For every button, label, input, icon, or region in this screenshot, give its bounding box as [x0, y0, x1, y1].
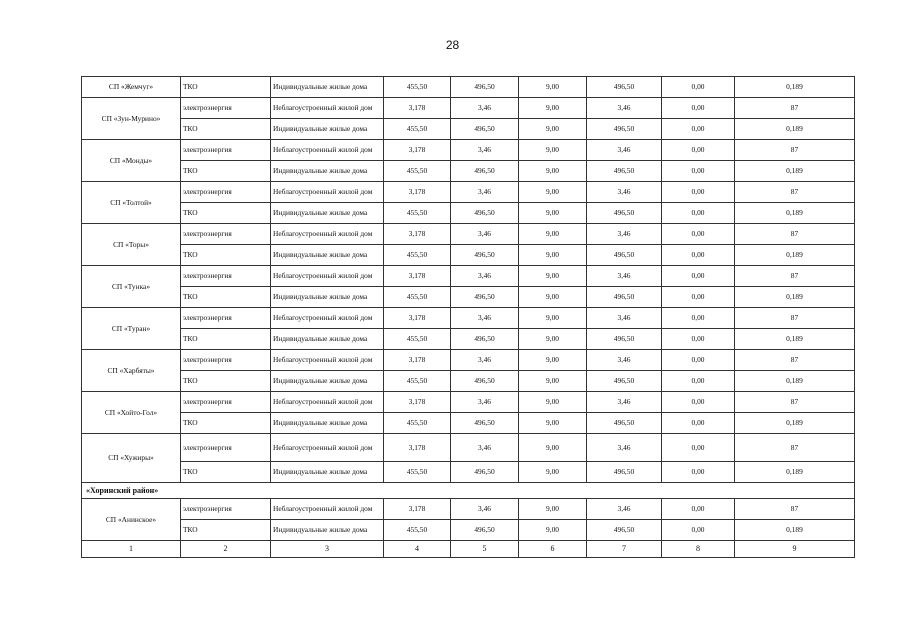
resource-type: электроэнергия: [181, 98, 271, 119]
settlement-name: СП «Харбяты»: [82, 350, 181, 392]
value-cell: 3,46: [587, 224, 662, 245]
value-cell: 0,189: [735, 413, 855, 434]
column-number: 4: [384, 541, 451, 558]
value-cell: 87: [735, 350, 855, 371]
value-cell: 0,189: [735, 245, 855, 266]
table-row: [82, 329, 855, 350]
value-cell: 0,00: [662, 245, 735, 266]
table-row: [82, 119, 855, 140]
table-row: [82, 520, 855, 541]
consumer-category: Индивидуальные жилые дома: [271, 413, 384, 434]
value-cell: 496,50: [451, 287, 519, 308]
value-cell: 3,46: [451, 350, 519, 371]
value-cell: 9,00: [519, 203, 587, 224]
resource-type: ТКО: [181, 329, 271, 350]
value-cell: 496,50: [451, 413, 519, 434]
value-cell: 9,00: [519, 350, 587, 371]
value-cell: 3,46: [451, 308, 519, 329]
value-cell: 3,178: [384, 98, 451, 119]
resource-type: ТКО: [181, 245, 271, 266]
value-cell: 9,00: [519, 77, 587, 98]
settlement-name: СП «Зун-Мурино»: [82, 98, 181, 140]
value-cell: 455,50: [384, 161, 451, 182]
consumer-category: Неблагоустроенный жилой дом: [271, 350, 384, 371]
resource-type: электроэнергия: [181, 392, 271, 413]
consumer-category: Неблагоустроенный жилой дом: [271, 392, 384, 413]
value-cell: 9,00: [519, 140, 587, 161]
consumer-category: Неблагоустроенный жилой дом: [271, 308, 384, 329]
value-cell: 0,00: [662, 224, 735, 245]
value-cell: 455,50: [384, 119, 451, 140]
value-cell: 455,50: [384, 462, 451, 483]
value-cell: 0,189: [735, 462, 855, 483]
table-row: [82, 392, 855, 413]
column-number: 5: [451, 541, 519, 558]
settlement-name: СП «Тунка»: [82, 266, 181, 308]
value-cell: 9,00: [519, 520, 587, 541]
settlement-name: СП «Хойто-Гол»: [82, 392, 181, 434]
value-cell: 0,189: [735, 119, 855, 140]
value-cell: 455,50: [384, 329, 451, 350]
settlement-name: СП «Хужиры»: [82, 434, 181, 483]
settlement-name: СП «Монды»: [82, 140, 181, 182]
resource-type: ТКО: [181, 520, 271, 541]
value-cell: 87: [735, 308, 855, 329]
table-row: [82, 203, 855, 224]
value-cell: 0,189: [735, 287, 855, 308]
resource-type: электроэнергия: [181, 182, 271, 203]
resource-type: электроэнергия: [181, 140, 271, 161]
value-cell: 496,50: [451, 77, 519, 98]
value-cell: 3,46: [587, 308, 662, 329]
value-cell: 3,46: [451, 499, 519, 520]
value-cell: 496,50: [587, 371, 662, 392]
value-cell: 3,178: [384, 499, 451, 520]
value-cell: 496,50: [587, 245, 662, 266]
consumer-category: Неблагоустроенный жилой дом: [271, 434, 384, 462]
value-cell: 496,50: [587, 462, 662, 483]
value-cell: 0,189: [735, 371, 855, 392]
value-cell: 9,00: [519, 413, 587, 434]
value-cell: 9,00: [519, 161, 587, 182]
consumer-category: Неблагоустроенный жилой дом: [271, 140, 384, 161]
value-cell: 9,00: [519, 371, 587, 392]
consumer-category: Индивидуальные жилые дома: [271, 371, 384, 392]
value-cell: 3,178: [384, 308, 451, 329]
value-cell: 0,00: [662, 266, 735, 287]
value-cell: 3,178: [384, 140, 451, 161]
value-cell: 496,50: [587, 329, 662, 350]
consumer-category: Неблагоустроенный жилой дом: [271, 499, 384, 520]
value-cell: 3,178: [384, 266, 451, 287]
value-cell: 455,50: [384, 413, 451, 434]
column-number-row: [82, 541, 855, 558]
value-cell: 3,46: [587, 499, 662, 520]
settlement-name: СП «Торы»: [82, 224, 181, 266]
column-number: 9: [735, 541, 855, 558]
value-cell: 496,50: [451, 462, 519, 483]
value-cell: 9,00: [519, 182, 587, 203]
value-cell: 0,00: [662, 203, 735, 224]
value-cell: 9,00: [519, 287, 587, 308]
value-cell: 496,50: [451, 161, 519, 182]
table-row: [82, 434, 855, 462]
value-cell: 0,00: [662, 77, 735, 98]
value-cell: 455,50: [384, 287, 451, 308]
table-row: [82, 245, 855, 266]
value-cell: 3,46: [451, 182, 519, 203]
value-cell: 0,189: [735, 161, 855, 182]
value-cell: 9,00: [519, 308, 587, 329]
value-cell: 0,00: [662, 371, 735, 392]
table-body: [82, 77, 855, 558]
value-cell: 496,50: [451, 203, 519, 224]
value-cell: 87: [735, 499, 855, 520]
resource-type: ТКО: [181, 462, 271, 483]
resource-type: ТКО: [181, 77, 271, 98]
value-cell: 9,00: [519, 245, 587, 266]
value-cell: 87: [735, 224, 855, 245]
consumer-category: Индивидуальные жилые дома: [271, 329, 384, 350]
value-cell: 496,50: [587, 287, 662, 308]
value-cell: 9,00: [519, 329, 587, 350]
value-cell: 496,50: [451, 245, 519, 266]
resource-type: электроэнергия: [181, 224, 271, 245]
value-cell: 3,46: [587, 392, 662, 413]
value-cell: 0,189: [735, 203, 855, 224]
resource-type: ТКО: [181, 161, 271, 182]
resource-type: ТКО: [181, 203, 271, 224]
settlement-name: СП «Анинское»: [82, 499, 181, 541]
value-cell: 9,00: [519, 499, 587, 520]
resource-type: электроэнергия: [181, 499, 271, 520]
value-cell: 3,46: [587, 140, 662, 161]
value-cell: 455,50: [384, 203, 451, 224]
column-number: 2: [181, 541, 271, 558]
consumer-category: Неблагоустроенный жилой дом: [271, 266, 384, 287]
value-cell: 0,00: [662, 413, 735, 434]
table-row: [82, 161, 855, 182]
table-row: [82, 98, 855, 119]
consumer-category: Индивидуальные жилые дома: [271, 462, 384, 483]
value-cell: 3,178: [384, 224, 451, 245]
value-cell: 3,46: [587, 350, 662, 371]
value-cell: 496,50: [451, 329, 519, 350]
value-cell: 3,178: [384, 182, 451, 203]
table-row: [82, 308, 855, 329]
resource-type: ТКО: [181, 119, 271, 140]
value-cell: 3,46: [587, 182, 662, 203]
consumer-category: Индивидуальные жилые дома: [271, 203, 384, 224]
district-row: [82, 483, 855, 499]
value-cell: 0,189: [735, 77, 855, 98]
settlement-name: СП «Туран»: [82, 308, 181, 350]
consumer-category: Индивидуальные жилые дома: [271, 520, 384, 541]
value-cell: 87: [735, 434, 855, 462]
district-name: «Хоринский район»: [82, 483, 855, 499]
tariff-table: [81, 76, 855, 558]
value-cell: 3,46: [451, 98, 519, 119]
value-cell: 0,00: [662, 98, 735, 119]
value-cell: 0,00: [662, 308, 735, 329]
column-number: 1: [82, 541, 181, 558]
resource-type: электроэнергия: [181, 350, 271, 371]
value-cell: 496,50: [451, 371, 519, 392]
value-cell: 0,00: [662, 182, 735, 203]
value-cell: 0,00: [662, 161, 735, 182]
value-cell: 3,178: [384, 434, 451, 462]
settlement-name: СП «Толтой»: [82, 182, 181, 224]
value-cell: 496,50: [451, 119, 519, 140]
resource-type: электроэнергия: [181, 434, 271, 462]
value-cell: 0,00: [662, 392, 735, 413]
column-number: 7: [587, 541, 662, 558]
value-cell: 87: [735, 140, 855, 161]
value-cell: 455,50: [384, 245, 451, 266]
value-cell: 0,00: [662, 140, 735, 161]
table-row: [82, 371, 855, 392]
value-cell: 3,178: [384, 350, 451, 371]
resource-type: ТКО: [181, 371, 271, 392]
value-cell: 3,46: [451, 140, 519, 161]
page-number: 28: [445, 38, 460, 52]
value-cell: 9,00: [519, 98, 587, 119]
value-cell: 9,00: [519, 224, 587, 245]
consumer-category: Индивидуальные жилые дома: [271, 119, 384, 140]
table-row: [82, 413, 855, 434]
value-cell: 496,50: [451, 520, 519, 541]
value-cell: 0,189: [735, 329, 855, 350]
column-number: 3: [271, 541, 384, 558]
value-cell: 496,50: [587, 77, 662, 98]
value-cell: 0,00: [662, 434, 735, 462]
consumer-category: Неблагоустроенный жилой дом: [271, 98, 384, 119]
consumer-category: Неблагоустроенный жилой дом: [271, 224, 384, 245]
value-cell: 455,50: [384, 77, 451, 98]
value-cell: 3,46: [451, 434, 519, 462]
consumer-category: Неблагоустроенный жилой дом: [271, 182, 384, 203]
value-cell: 0,00: [662, 462, 735, 483]
value-cell: 9,00: [519, 434, 587, 462]
value-cell: 0,00: [662, 329, 735, 350]
resource-type: ТКО: [181, 413, 271, 434]
table-row: [82, 266, 855, 287]
value-cell: 3,46: [451, 392, 519, 413]
column-number: 8: [662, 541, 735, 558]
value-cell: 87: [735, 98, 855, 119]
table-row: [82, 224, 855, 245]
table-row: [82, 350, 855, 371]
value-cell: 9,00: [519, 266, 587, 287]
table-row: [82, 182, 855, 203]
resource-type: электроэнергия: [181, 308, 271, 329]
value-cell: 3,46: [451, 266, 519, 287]
resource-type: ТКО: [181, 287, 271, 308]
table-row: [82, 77, 855, 98]
table-row: [82, 140, 855, 161]
value-cell: 9,00: [519, 392, 587, 413]
value-cell: 0,00: [662, 520, 735, 541]
value-cell: 87: [735, 266, 855, 287]
column-number: 6: [519, 541, 587, 558]
value-cell: 496,50: [587, 520, 662, 541]
value-cell: 496,50: [587, 203, 662, 224]
value-cell: 0,00: [662, 119, 735, 140]
table-row: [82, 462, 855, 483]
resource-type: электроэнергия: [181, 266, 271, 287]
value-cell: 0,00: [662, 499, 735, 520]
value-cell: 87: [735, 182, 855, 203]
value-cell: 455,50: [384, 371, 451, 392]
value-cell: 496,50: [587, 119, 662, 140]
table-row: [82, 287, 855, 308]
value-cell: 87: [735, 392, 855, 413]
consumer-category: Индивидуальные жилые дома: [271, 245, 384, 266]
value-cell: 3,46: [587, 434, 662, 462]
value-cell: 3,46: [587, 266, 662, 287]
value-cell: 3,178: [384, 392, 451, 413]
consumer-category: Индивидуальные жилые дома: [271, 161, 384, 182]
value-cell: 3,46: [451, 224, 519, 245]
settlement-name: СП «Жемчуг»: [82, 77, 181, 98]
table-row: [82, 499, 855, 520]
value-cell: 0,00: [662, 350, 735, 371]
consumer-category: Индивидуальные жилые дома: [271, 77, 384, 98]
value-cell: 496,50: [587, 161, 662, 182]
value-cell: 9,00: [519, 462, 587, 483]
value-cell: 455,50: [384, 520, 451, 541]
value-cell: 0,189: [735, 520, 855, 541]
consumer-category: Индивидуальные жилые дома: [271, 287, 384, 308]
value-cell: 496,50: [587, 413, 662, 434]
value-cell: 0,00: [662, 287, 735, 308]
value-cell: 9,00: [519, 119, 587, 140]
value-cell: 3,46: [587, 98, 662, 119]
